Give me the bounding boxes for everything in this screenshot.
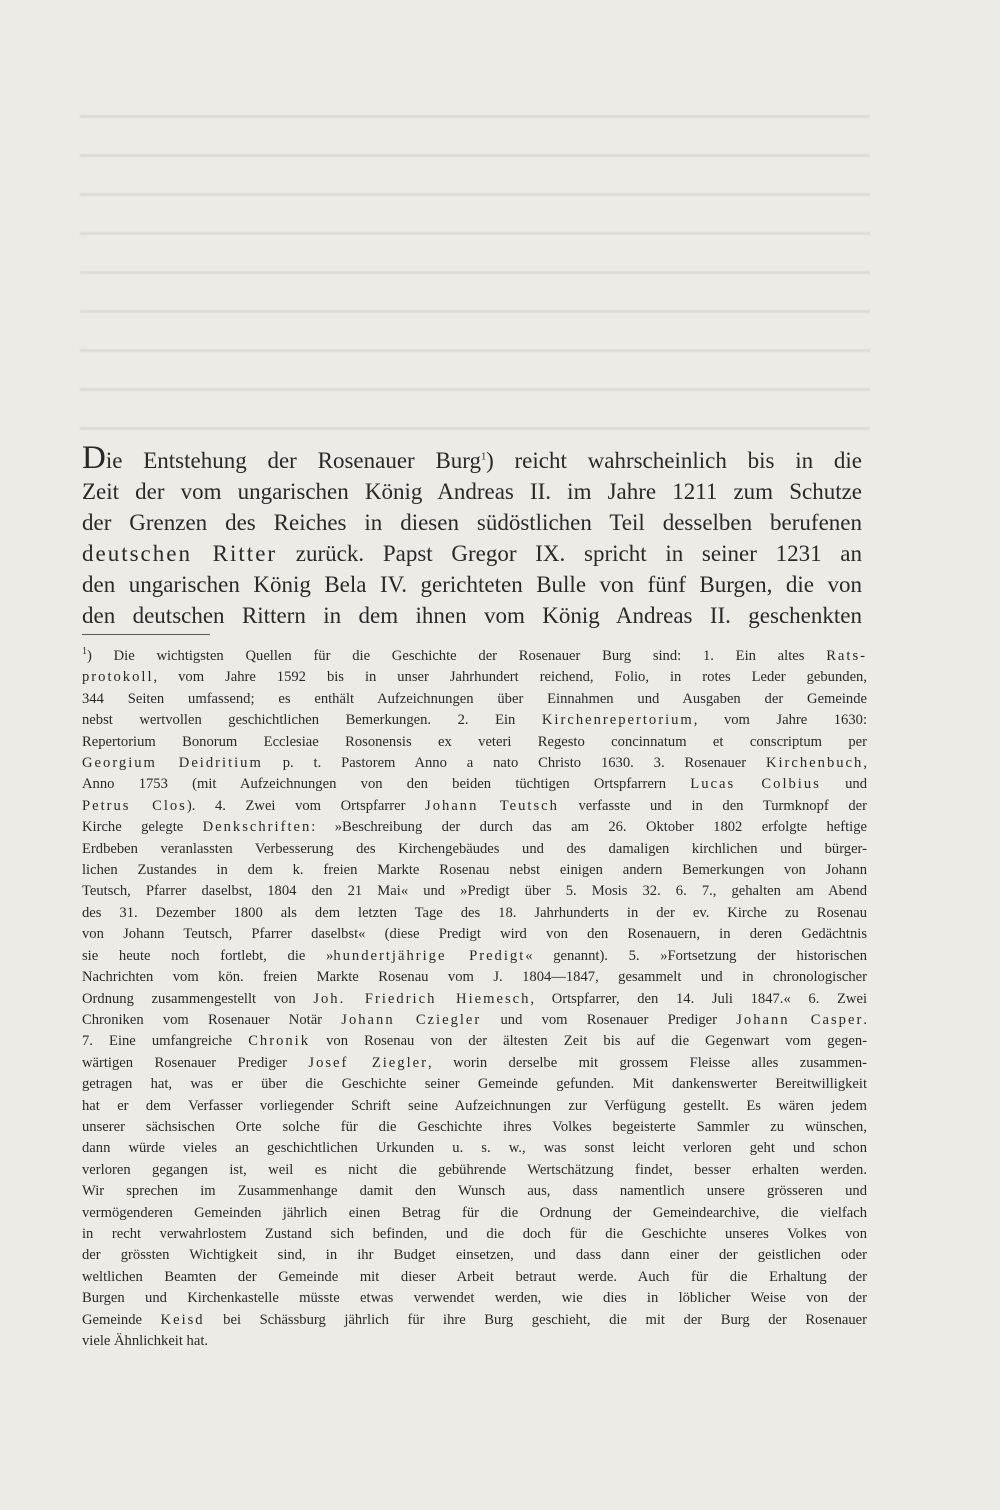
drop-cap: D bbox=[82, 440, 106, 476]
footnote-line bbox=[82, 774, 867, 795]
footnote-line bbox=[82, 903, 867, 924]
text-run: Anno 1753 (mit Aufzeichnungen von den beiden tüchtigen Ortspfarrern bbox=[82, 776, 691, 793]
emphasized-text: protokoll bbox=[82, 669, 154, 686]
footnote-line bbox=[82, 1224, 867, 1245]
text-run: weltlichen Beamten der Gemeinde mit dieser Arbeit betraut werde. Auch für die Erhaltung der bbox=[82, 1268, 867, 1285]
footnote-line bbox=[82, 1267, 867, 1288]
emphasized-text: Lucas Colbius bbox=[690, 776, 821, 793]
text-run: « genannt). 5. »Fortsetzung der historischen bbox=[525, 947, 867, 964]
text-run: ). 4. Zwei vom Ortspfarrer bbox=[186, 797, 426, 814]
main-text-line bbox=[82, 507, 862, 538]
text-run: lichen Zustandes in dem k. freien Markte Rosenau nebst einigen andern Bemerkungen von Johann bbox=[82, 862, 867, 879]
footnote-paragraph bbox=[82, 646, 867, 1352]
text-run: 7. Eine umfangreiche bbox=[82, 1033, 249, 1050]
text-run: , worin derselbe mit grossem Fleisse alles zusammen- bbox=[427, 1054, 867, 1071]
footnote-line bbox=[82, 1310, 867, 1331]
footnote-line bbox=[82, 1074, 867, 1095]
text-run: dann würde vieles an geschichtlichen Urkunden u. s. w., was sonst leicht verloren geht und schon bbox=[82, 1140, 867, 1157]
emphasized-text: Joh. Friedrich Hiemesch bbox=[313, 990, 531, 1007]
footnote-line bbox=[82, 710, 867, 731]
text-run: ) Die wichtigsten Quellen für die Geschichte der Rosenauer Burg sind: 1. Ein altes bbox=[87, 648, 827, 664]
footnote-line bbox=[82, 989, 867, 1010]
footnote-line bbox=[82, 881, 867, 902]
text-run: . bbox=[863, 1011, 867, 1028]
footnote-line bbox=[82, 924, 867, 945]
footnote-line bbox=[82, 1181, 867, 1202]
emphasized-text: Keisd bbox=[160, 1311, 205, 1328]
text-run: Gemeinde bbox=[82, 1311, 161, 1328]
main-text-line bbox=[82, 569, 862, 600]
footnote-reference: 1 bbox=[481, 451, 487, 463]
footnote-line bbox=[82, 1160, 867, 1181]
main-text-line bbox=[82, 600, 862, 631]
footnote-line bbox=[82, 667, 867, 688]
text-run: der grössten Wichtigkeit sind, in ihr Budget einsetzen, und dass dann einer der geistlichen oder bbox=[82, 1247, 867, 1264]
emphasized-text: Johann Casper bbox=[736, 1011, 864, 1028]
text-run: vermögenderen Gemeinden jährlich einen Betrag für die Ordnung der Gemeindearchive, die vielfach bbox=[82, 1204, 867, 1221]
main-text-line bbox=[82, 440, 862, 476]
text-run: und bbox=[820, 776, 867, 793]
emphasized-text: Chronik bbox=[248, 1033, 311, 1050]
footnote-line bbox=[82, 1288, 867, 1309]
text-run: , vom Jahre 1592 bis in unser Jahrhundert reichend, Folio, in rotes Leder gebunden, bbox=[153, 669, 867, 686]
text-run: von Rosenau von der ältesten Zeit bis auf die Gegenwart vom gegen- bbox=[310, 1033, 867, 1050]
text-run: sie heute noch fortlebt, die » bbox=[82, 947, 334, 964]
text-run: nebst wertvollen geschichtlichen Bemerkungen. 2. Ein bbox=[82, 712, 542, 729]
emphasized-text: Josef Ziegler bbox=[308, 1054, 428, 1071]
text-run: , Ortspfarrer, den 14. Juli 1847.« 6. Zwei bbox=[530, 990, 867, 1007]
footnote-line bbox=[82, 1117, 867, 1138]
text-run: bei Schässburg jährlich für ihre Burg geschieht, die mit der Burg der Rosenauer bbox=[204, 1311, 868, 1328]
footnote-line bbox=[82, 817, 867, 838]
text-run: des 31. Dezember 1800 als dem letzten Tage des 18. Jahrhunderts in der ev. Kirche zu Rosenau bbox=[82, 904, 867, 921]
text-run: unserer sächsischen Orte solche für die Geschichte ihres Volkes begeisterte Sammler zu wünschen, bbox=[82, 1118, 867, 1135]
emphasized-text: Rats- bbox=[826, 648, 867, 664]
footnote-line bbox=[82, 1245, 867, 1266]
footnote-line bbox=[82, 1331, 867, 1352]
text-run: 344 Seiten umfassend; es enthält Aufzeichnungen über Einnahmen und Ausgaben der Gemeinde bbox=[82, 690, 867, 707]
footnote-line bbox=[82, 1053, 867, 1074]
footnote-line bbox=[82, 1138, 867, 1159]
text-run: in recht verwahrlostem Zustand sich befinden, und die doch für die Geschichte unseres Volkes von bbox=[82, 1225, 867, 1242]
text-run: Teutsch, Pfarrer daselbst, 1804 den 21 Mai« und »Predigt über 5. Mosis 32. 6. 7., gehalten am Abend bbox=[82, 883, 867, 900]
bleed-through-texture bbox=[80, 85, 870, 445]
text-run: : »Beschreibung der durch das am 26. Oktober 1802 erfolgte heftige bbox=[311, 819, 867, 836]
footnote-line bbox=[82, 946, 867, 967]
main-paragraph bbox=[82, 440, 862, 631]
text-run: Repertorium Bonorum Ecclesiae Rosonensis ex veteri Regesto concinnatum et conscriptum per bbox=[82, 733, 867, 750]
emphasized-text: Kirchenbuch bbox=[765, 755, 864, 772]
footnote-line bbox=[82, 796, 867, 817]
text-run: , vom Jahre 1630: bbox=[693, 712, 867, 729]
text-run: von Johann Teutsch, Pfarrer daselbst« (diese Predigt wird von den Rosenauern, in deren Gedächtnis bbox=[82, 926, 867, 943]
text-run: , bbox=[863, 755, 867, 772]
text-run: viele Ähnlichkeit hat. bbox=[82, 1333, 209, 1349]
text-run: p. t. Pastorem Anno a nato Christo 1630. 3. Rosenauer bbox=[262, 755, 766, 772]
footnote-line bbox=[82, 860, 867, 881]
text-run: und vom Rosenauer Prediger bbox=[481, 1011, 737, 1028]
emphasized-text: deutschen Ritter bbox=[82, 541, 278, 566]
text-run: den ungarischen König Bela IV. gerichteten Bulle von fünf Burgen, die von bbox=[82, 572, 862, 597]
text-run: getragen hat, was er über die Geschichte seiner Gemeinde gefunden. Mit dankenswerter Bereitwilligkeit bbox=[82, 1076, 867, 1093]
emphasized-text: hundertjährige Predigt bbox=[333, 947, 526, 964]
footnote-line bbox=[82, 1096, 867, 1117]
text-run: Burgen und Kirchenkastelle müsste etwas verwendet werden, wie dies in löblicher Weise von der bbox=[82, 1290, 867, 1307]
text-run: Wir sprechen im Zusammenhange damit den Wunsch aus, dass namentlich unsere grösseren und bbox=[82, 1183, 867, 1200]
text-run: der Grenzen des Reiches in diesen südöstlichen Teil desselben berufenen bbox=[82, 510, 862, 535]
text-run: ) reicht wahrscheinlich bis in die bbox=[486, 448, 862, 473]
footnote-line bbox=[82, 839, 867, 860]
footnote-line bbox=[82, 967, 867, 988]
footnote-line bbox=[82, 1203, 867, 1224]
text-run: den deutschen Rittern in dem ihnen vom König Andreas II. geschenkten bbox=[82, 603, 862, 628]
emphasized-text: Johann Cziegler bbox=[341, 1011, 482, 1028]
text-run: hat er dem Verfasser vorliegender Schrift seine Aufzeichnungen zur Verfügung gestellt. Es wären jedem bbox=[82, 1097, 867, 1114]
text-run: Erdbeben veranlassten Verbesserung des Kirchengebäudes und des damaligen kirchlichen und bürger- bbox=[82, 840, 867, 857]
text-run: Nachrichten vom kön. freien Markte Rosenau vom J. 1804—1847, gesammelt und in chronologischer bbox=[82, 969, 867, 986]
text-run: ie Entstehung der Rosenauer Burg bbox=[105, 448, 482, 473]
text-run: verfasste und in den Turmknopf der bbox=[558, 797, 867, 814]
main-text-line bbox=[82, 538, 862, 569]
footnote-line bbox=[82, 1010, 867, 1031]
emphasized-text: Georgium Deidritium bbox=[82, 755, 263, 772]
text-run: Kirche gelegte bbox=[82, 819, 203, 836]
text-run: zurück. Papst Gregor IX. spricht in seiner 1231 an bbox=[277, 541, 862, 566]
emphasized-text: Kirchenrepertorium bbox=[541, 712, 694, 729]
emphasized-text: Denkschriften bbox=[202, 819, 312, 836]
text-run: Chroniken vom Rosenauer Notär bbox=[82, 1011, 342, 1028]
footnote-line bbox=[82, 732, 867, 753]
text-run: wärtigen Rosenauer Prediger bbox=[82, 1054, 309, 1071]
emphasized-text: Petrus Clos bbox=[82, 797, 187, 814]
text-run: Ordnung zusammengestellt von bbox=[82, 990, 314, 1007]
footnote-line bbox=[82, 689, 867, 710]
footnote-line bbox=[82, 753, 867, 774]
footnote-marker: 1 bbox=[82, 646, 87, 658]
footnote-separator bbox=[82, 634, 210, 635]
text-run: verloren gegangen ist, weil es nicht die gebührende Wertschätzung findet, besser erhalten werden. bbox=[82, 1161, 867, 1178]
footnote-line bbox=[82, 1031, 867, 1052]
footnote-line bbox=[82, 646, 867, 667]
emphasized-text: Johann Teutsch bbox=[425, 797, 559, 814]
main-text-line bbox=[82, 476, 862, 507]
text-run: Zeit der vom ungarischen König Andreas II. im Jahre 1211 zum Schutze bbox=[82, 479, 862, 504]
